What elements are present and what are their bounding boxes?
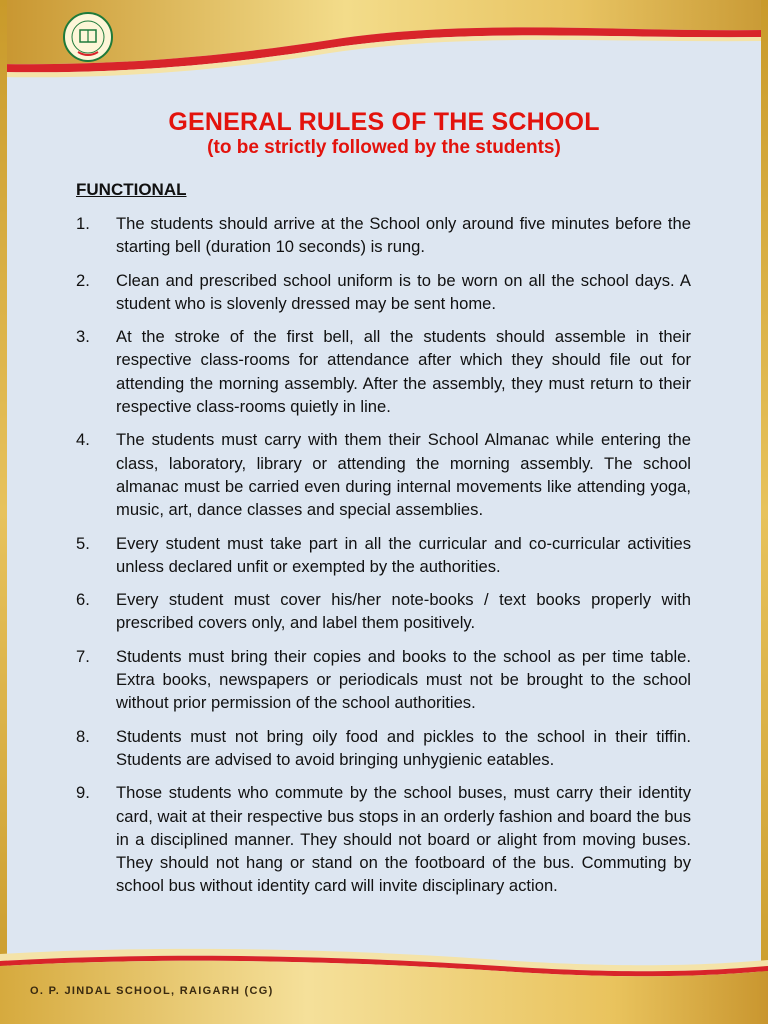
rule-number: 6. (76, 590, 90, 610)
rule-item (76, 269, 691, 316)
rule-text: Every student must take part in all the curricular and co-curricular activities unless declared unfit or exempted by the authorities. (116, 533, 691, 576)
rule-text: At the stroke of the first bell, all the students should assemble in their respective class-rooms for attendance after which they should file out for attending the morning assembly. After the assembly, they must return to their respective class-rooms quietly in line. (116, 327, 691, 417)
rule-text: The students must carry with them their School Almanac while entering the class, laboratory, library or attending the morning assembly. The school almanac must be carried even during internal movements like attending yoga, music, art, dance classes and special assemblies. (116, 430, 691, 520)
rule-number: 9. (76, 783, 90, 803)
rule-item (76, 325, 691, 418)
footer-band (0, 940, 768, 1024)
rule-item (76, 781, 691, 897)
rule-number: 7. (76, 646, 90, 666)
rule-text: Those students who commute by the school buses, must carry their identity card, wait at their respective bus stops in an orderly fashion and board the bus in a disciplined manner. They should not board or alight from moving buses. They should not hang or stand on the footboard of the bus. Commuting by school bus without identity card will invite disciplinary action. (116, 783, 691, 896)
school-logo (62, 11, 114, 63)
rule-item (76, 532, 691, 579)
rule-number: 4. (76, 430, 90, 450)
footer-school-name: O. P. JINDAL SCHOOL, RAIGARH (CG) (30, 985, 274, 997)
rule-number: 8. (76, 726, 90, 746)
rule-text: Every student must cover his/her note-books / text books properly with prescribed covers only, and label them positively. (116, 590, 691, 633)
rule-item (76, 212, 691, 259)
section-heading: FUNCTIONAL (76, 180, 187, 199)
rule-item (76, 588, 691, 635)
rule-number: 1. (76, 214, 90, 233)
rule-text: Students must bring their copies and books to the school as per time table. Extra books, newspapers or periodicals must not be brought to the school without prior permission of the school authorities. (116, 646, 691, 713)
rule-text: Students must not bring oily food and pickles to the school in their tiffin. Students are advised to avoid bringing unhygienic eatables. (116, 726, 691, 769)
rule-item (76, 725, 691, 772)
rule-text: Clean and prescribed school uniform is to be worn on all the school days. A student who is slovenly dressed may be sent home. (116, 270, 691, 313)
rule-item (76, 645, 691, 715)
rule-number: 2. (76, 270, 90, 290)
rule-number: 5. (76, 533, 90, 553)
rule-number: 3. (76, 327, 90, 347)
header-band (0, 0, 768, 82)
rules-list (76, 212, 691, 908)
rule-item (76, 428, 691, 521)
page-subtitle: (to be strictly followed by the students) (207, 137, 561, 158)
page-title: GENERAL RULES OF THE SCHOOL (168, 108, 600, 136)
rule-text: The students should arrive at the School only around five minutes before the starting bell (duration 10 seconds) is rung. (116, 214, 691, 257)
